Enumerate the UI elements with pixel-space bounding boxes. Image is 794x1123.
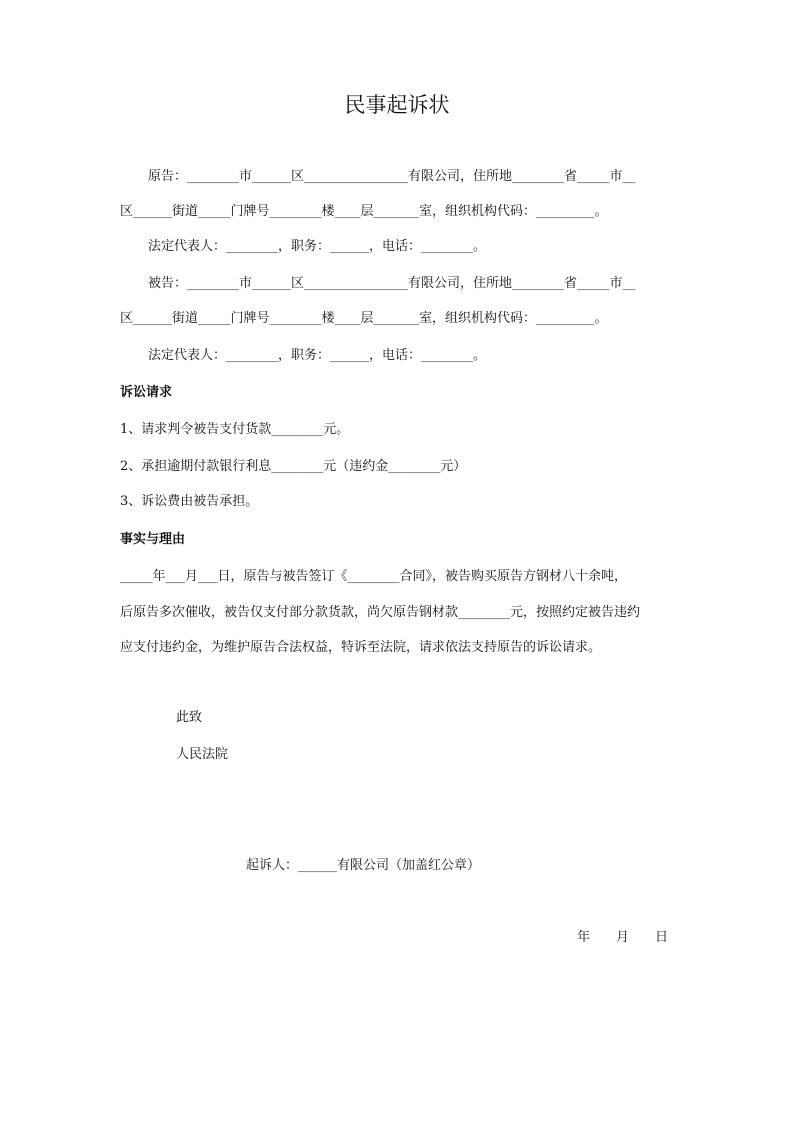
plaintiff-line-3: 法定代表人：________，职务：______，电话：________。 <box>148 239 487 254</box>
defendant-line-2: 区______街道_____门牌号________楼____层_______室，组织机构代码：_________。 <box>120 311 608 326</box>
claim-item: 1、请求判令被告支付货款________元。 <box>120 422 350 437</box>
document-title: 民事起诉状 <box>344 93 450 117</box>
plaintiff-signature: 起诉人：______有限公司（加盖红公章） <box>246 858 481 873</box>
facts-heading: 事实与理由 <box>120 532 186 547</box>
defendant-line-1: 被告：________市______区________________有限公司，住所地________省_____市__ <box>148 276 636 291</box>
salutation: 此致 <box>176 710 203 725</box>
defendant-line-3: 法定代表人：________，职务：______，电话：________。 <box>148 348 487 363</box>
date-line: 年 月 日 <box>577 930 669 945</box>
court-name: 人民法院 <box>176 747 229 762</box>
claim-item: 2、承担逾期付款银行利息________元（违约金________元） <box>120 459 467 474</box>
facts-line: 应支付违约金，为维护原告合法权益，特诉至法院，请求依法支持原告的诉讼请求。 <box>120 640 602 655</box>
facts-line: _____年___月___日，原告与被告签订《________合同》，被告购买原告方钢材八十余吨， <box>120 569 628 584</box>
claims-heading: 诉讼请求 <box>120 385 173 400</box>
plaintiff-line-1: 原告：________市______区________________有限公司，住所地________省_____市__ <box>148 169 636 184</box>
plaintiff-line-2: 区______街道_____门牌号________楼____层_______室，组织机构代码：_________。 <box>120 204 608 219</box>
claim-item: 3、诉讼费由被告承担。 <box>120 494 259 509</box>
facts-line: 后原告多次催收，被告仅支付部分款货款，尚欠原告钢材款________元，按照约定被告违约 <box>120 605 641 620</box>
